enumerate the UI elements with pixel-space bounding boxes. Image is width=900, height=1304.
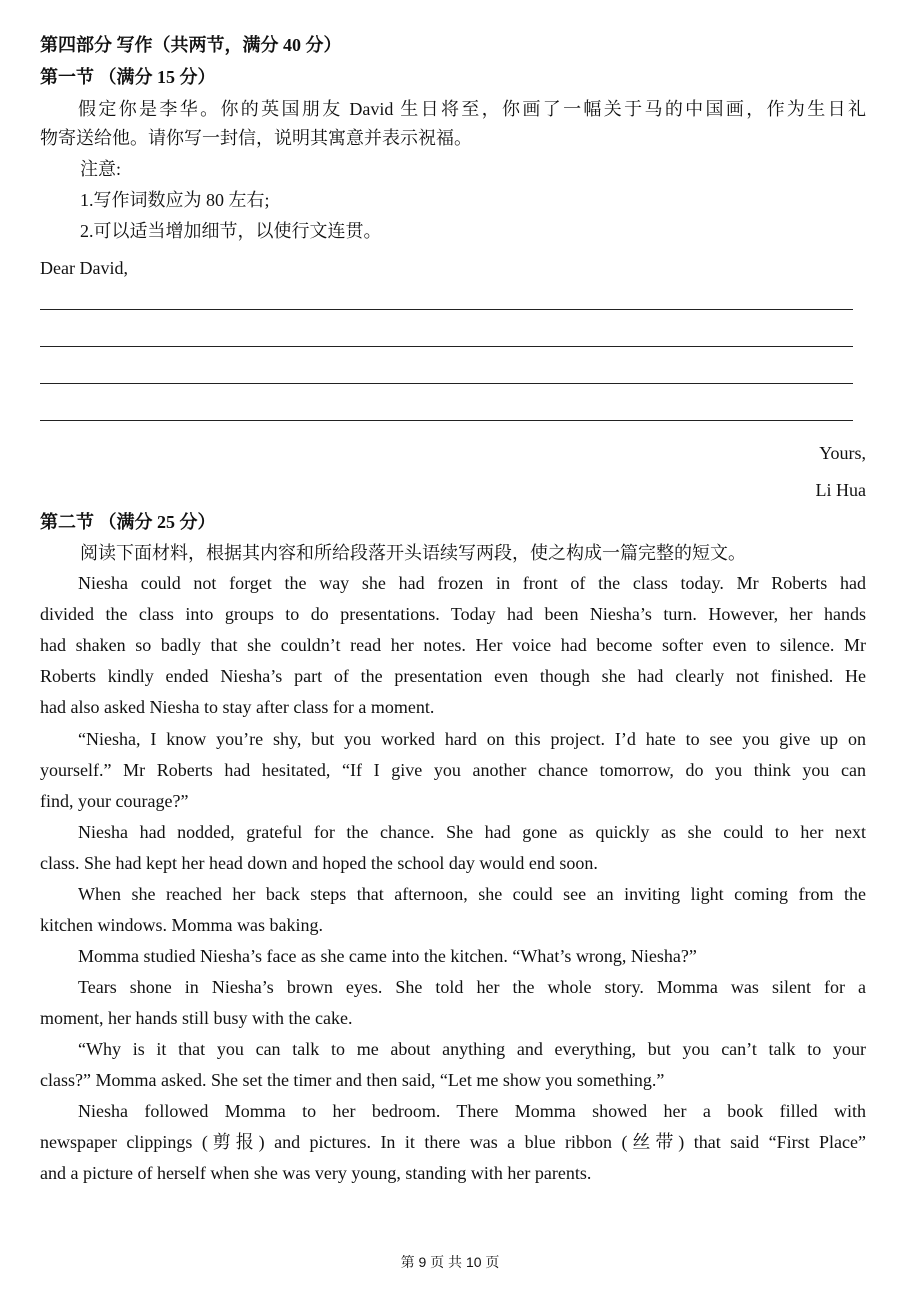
section1-prompt-line: 假定你是李华。你的英国朋友 David 生日将至，你画了一幅关于马的中国画，作为生日礼 (78, 99, 866, 119)
passage-line: Roberts kindly ended Niesha’s part of the presentation even though she had clearly not finished. He (40, 666, 866, 686)
passage-line: class. She had kept her head down and hoped the school day would end soon. (40, 853, 598, 873)
note-item: 2.可以适当增加细节，以使行文连贯。 (80, 221, 382, 241)
section1-prompt-line: 物寄送给他。请你写一封信，说明其寓意并表示祝福。 (40, 128, 472, 148)
passage-line: Niesha could not forget the way she had frozen in front of the class today. Mr Roberts had (78, 573, 866, 593)
writing-line (40, 309, 853, 310)
writing-line (40, 346, 853, 347)
passage-line: “Niesha, I know you’re shy, but you worked hard on this project. I’d hate to see you give up on (78, 729, 866, 749)
letter-signature: Li Hua (815, 480, 866, 500)
section1-title: 第一节 （满分 15 分） (40, 67, 216, 87)
passage-line: kitchen windows. Momma was baking. (40, 915, 323, 935)
passage-line: When she reached her back steps that afternoon, she could see an inviting light coming from the (78, 884, 866, 904)
page-number: 第 9 页 共 10 页 (400, 1254, 500, 1270)
writing-line (40, 420, 853, 421)
part-title: 第四部分 写作（共两节，满分 40 分） (40, 35, 342, 55)
passage-line: moment, her hands still busy with the cake. (40, 1008, 353, 1028)
passage-line: newspaper clippings (剪报) and pictures. In it there was a blue ribbon (丝带) that said “First Place” (40, 1132, 866, 1152)
passage-line: had shaken so badly that she couldn’t read her notes. Her voice had become softer even to silence. Mr (40, 635, 866, 655)
notes-label: 注意: (80, 159, 122, 179)
passage-line: and a picture of herself when she was very young, standing with her parents. (40, 1163, 592, 1183)
passage-line: find, your courage?” (40, 791, 189, 811)
passage-line: Momma studied Niesha’s face as she came into the kitchen. “What’s wrong, Niesha?” (78, 946, 697, 966)
letter-salutation: Dear David, (40, 258, 128, 278)
section2-instruction: 阅读下面材料，根据其内容和所给段落开头语续写两段，使之构成一篇完整的短文。 (80, 543, 746, 563)
note-item: 1.写作词数应为 80 左右; (80, 190, 270, 210)
passage-line: Tears shone in Niesha’s brown eyes. She told her the whole story. Momma was silent for a (78, 977, 866, 997)
passage-line: had also asked Niesha to stay after class for a moment. (40, 697, 435, 717)
passage-line: “Why is it that you can talk to me about anything and everything, but you can’t talk to your (78, 1039, 866, 1059)
letter-closing: Yours, (819, 443, 866, 463)
passage-line: class?” Momma asked. She set the timer and then said, “Let me show you something.” (40, 1070, 665, 1090)
passage-line: yourself.” Mr Roberts had hesitated, “If I give you another chance tomorrow, do you think you can (40, 760, 866, 780)
passage-line: divided the class into groups to do presentations. Today had been Niesha’s turn. However, her hands (40, 604, 866, 624)
section2-title: 第二节 （满分 25 分） (40, 512, 216, 532)
passage-line: Niesha followed Momma to her bedroom. There Momma showed her a book filled with (78, 1101, 866, 1121)
writing-line (40, 383, 853, 384)
passage-line: Niesha had nodded, grateful for the chance. She had gone as quickly as she could to her next (78, 822, 866, 842)
